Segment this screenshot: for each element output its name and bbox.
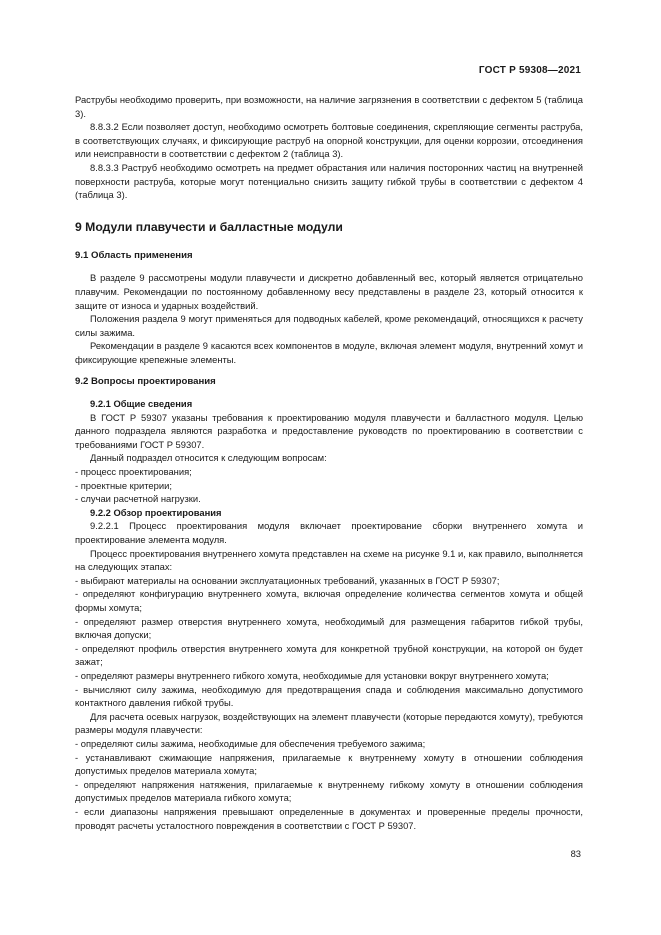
paragraph: Положения раздела 9 могут применяться для подводных кабелей, кроме рекомендаций, относящихся к расчету силы зажима. [75,313,583,338]
list-item: - проектные критерии; [75,479,172,491]
section-heading: 9 Модули плавучести и балластные модули [75,219,343,234]
list-item: - определяют размеры внутреннего гибкого хомута, необходимые для установки вокруг внутреннего хомута; [75,669,549,681]
list-item: - определяют силы зажима, необходимые для обеспечения требуемого зажима; [75,737,426,749]
subsection-heading: 9.1 Область применения [75,249,193,261]
paragraph: 9.2.2.1 Процесс проектирования модуля включает проектирование сборки внутреннего хомута и проектирование элемента модуля. [75,520,583,546]
paragraph: Рекомендации в разделе 9 касаются всех компонентов в модуле, включая элемент модуля, внутренний хомут и фиксирующие крепежные элементы. [75,340,583,365]
paragraph: В ГОСТ Р 59307 указаны требования к проектированию модуля плавучести и балластного модуля. Целью данного подраздела являются разработка и предоставление руководств по проектированию в соответствии с требованиями ГОСТ Р 59307. [75,411,583,450]
list-item: - процесс проектирования; [75,466,192,478]
page-content [75,93,583,832]
paragraph: Раструбы необходимо проверить, при возможности, на наличие загрязнения в соответствии с дефектом 5 (таблица 3). [75,94,583,119]
paragraph: Для расчета осевых нагрузок, воздействующих на элемент плавучести (которые передаются хомуту), требуются размеры модуля плавучести: [75,710,583,736]
subsubsection-heading: 9.2.2 Обзор проектирования [90,506,222,518]
paragraph: Процесс проектирования внутреннего хомута представлен на схеме на рисунке 9.1 и, как правило, выполняется на следующих этапах: [75,547,583,573]
list-item: - устанавливают сжимающие напряжения, прилагаемые к внутреннему хомуту в отношении соблюдения допустимых пределов материала хомута; [75,751,583,777]
list-item: - вычисляют силу зажима, необходимую для предотвращения спада и соблюдения максимально допустимого контактного давления гибкой трубы. [75,683,583,709]
paragraph: 8.8.3.2 Если позволяет доступ, необходимо осмотреть болтовые соединения, скрепляющие сегменты раструба, в соответствующих случаях, и фиксирующие раструб на опорной конструкции, для оценки коррозии, отсоединения или неисправности в соответствии с дефектом 2 (таблица 3). [75,121,583,160]
list-item: - если диапазоны напряжения превышают определенные в документах и проверенные пределы прочности, проводят расчеты усталостного повреждения в соответствии с ГОСТ Р 59307. [75,805,583,831]
list-item: - определяют напряжения натяжения, прилагаемые к внутреннему гибкому хомуту в отношении соблюдения допустимых пределов материала гибкого хомута; [75,778,583,804]
subsection-heading: 9.2 Вопросы проектирования [75,375,216,387]
paragraph: Данный подраздел относится к следующим вопросам: [90,452,327,464]
list-item: - определяют размер отверстия внутреннего хомута, необходимый для размещения габаритов гибкой трубы, включая допуски; [75,615,583,641]
list-item: - выбирают материалы на основании эксплуатационных требований, указанных в ГОСТ Р 59307; [75,574,500,586]
paragraph: 8.8.3.3 Раструб необходимо осмотреть на предмет обрастания или наличия посторонних частиц на внутренней поверхности раструба, которые могут потенциально снизить защиту гибкой трубы в соответствии с дефектом 4 (таблица 3). [75,161,583,201]
list-item: - случаи расчетной нагрузки. [75,493,201,505]
page-number: 83 [570,848,581,859]
subsubsection-heading: 9.2.1 Общие сведения [90,398,193,410]
paragraph: В разделе 9 рассмотрены модули плавучести и дискретно добавленный вес, который является отрицательно плавучим. Рекомендации по постоянному добавленному весу представлены в разделе 23, который относится к защите от износа и ударных воздействий. [75,272,583,311]
list-item: - определяют конфигурацию внутреннего хомута, включая определение количества сегментов хомута и общей формы хомута; [75,588,583,613]
list-item: - определяют профиль отверстия внутреннего хомута для конкретной трубной конструкции, на которой он будет зажат; [75,642,583,668]
document-header-id: ГОСТ Р 59308—2021 [478,65,581,76]
